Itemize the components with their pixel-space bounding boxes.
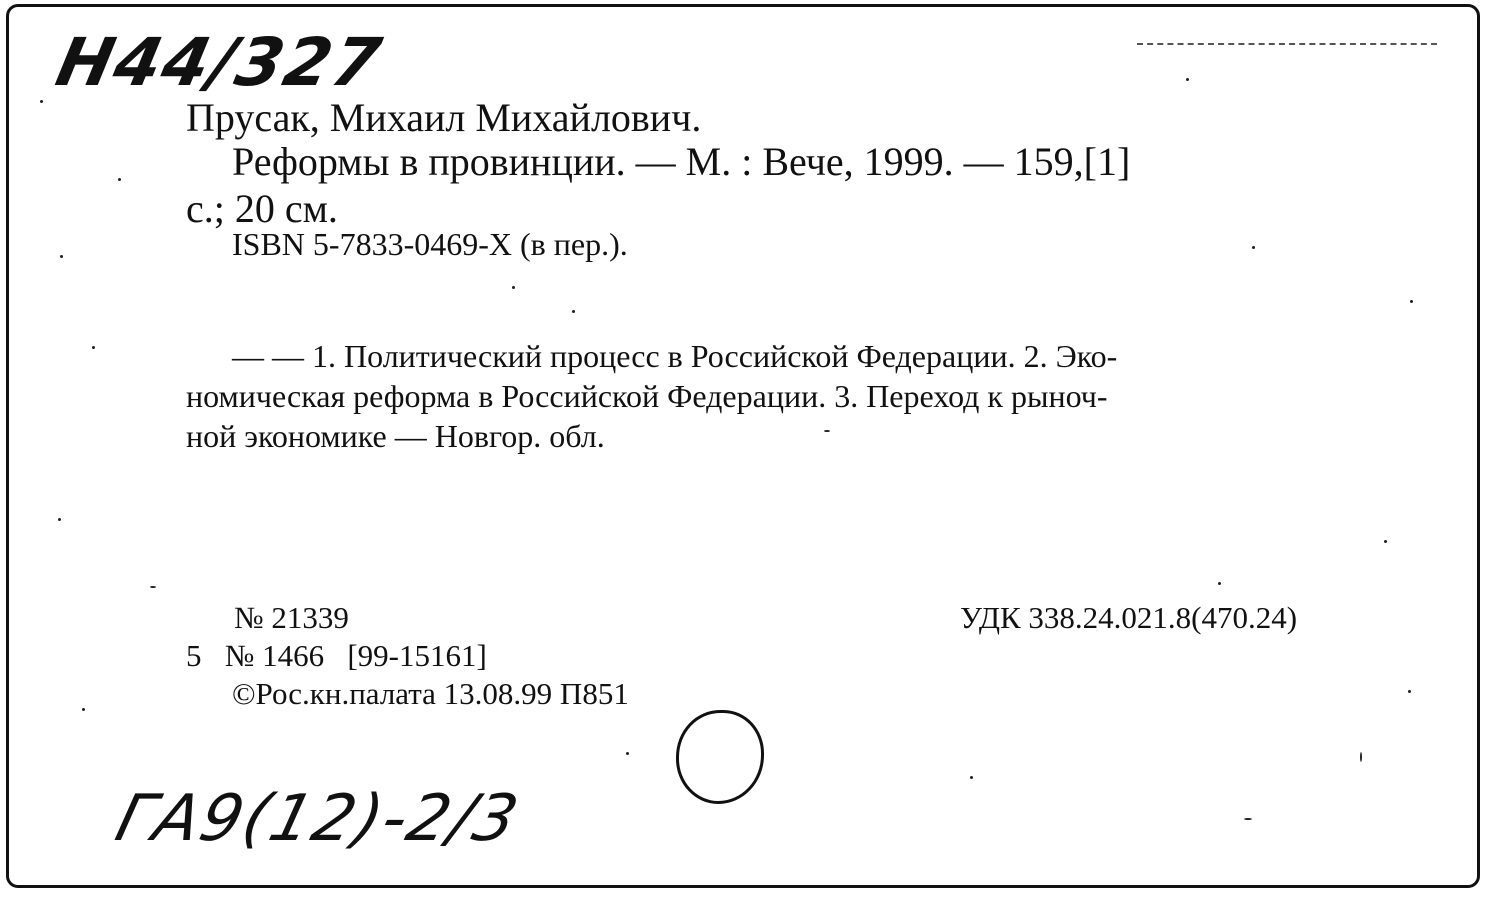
top-right-dashed-mark [1137,43,1437,45]
scan-speck [1244,818,1252,820]
title-line-1: Реформы в провинции. — М. : Вече, 1999. — 159,[1] [232,139,1131,184]
scan-speck [1410,300,1413,303]
scan-speck [1384,540,1387,543]
scan-speck [626,752,629,755]
scan-speck [1408,690,1411,693]
scan-speck [970,776,973,779]
scan-speck [92,346,95,349]
scan-speck [824,430,830,432]
call-number-handwritten: Н44/327 [49,24,390,101]
card-number-line [186,638,487,674]
record-number: № 21339 [234,600,349,635]
line-prefix: 5 [186,638,202,673]
card-code: [99-15161] [347,638,487,673]
scan-speck [1186,78,1189,81]
subject-line: ной экономике — Новгор. обл. [186,418,605,454]
udk-classification: УДК 338.24.021.8(470.24) [960,600,1298,635]
subject-line: — — 1. Политический процесс в Российской Федерации. 2. Эко- [232,338,1118,374]
scan-speck [60,255,63,258]
scan-speck [58,518,61,521]
scan-speck [512,286,515,289]
title-line-2: с.; 20 см. [186,186,338,231]
scan-speck [572,310,575,313]
author-heading: Прусак, Михаил Михайлович. [186,95,702,140]
scan-speck [1252,246,1255,249]
scan-speck [40,100,43,103]
subject-line: номическая реформа в Российской Федерации. 3. Переход к рыноч- [186,378,1108,414]
scan-speck [118,178,121,181]
scan-speck [82,708,85,711]
book-chamber-line: ©Рос.кн.палата 13.08.99 П851 [232,676,629,711]
scan-speck [1360,752,1362,762]
card-number: № 1466 [224,638,325,673]
scan-speck [150,586,156,588]
scan-speck [1218,582,1221,585]
isbn-line: ISBN 5-7833-0469-Х (в пер.). [232,226,628,262]
inventory-mark-handwritten: ГА9(12)-2/3 [108,782,527,856]
